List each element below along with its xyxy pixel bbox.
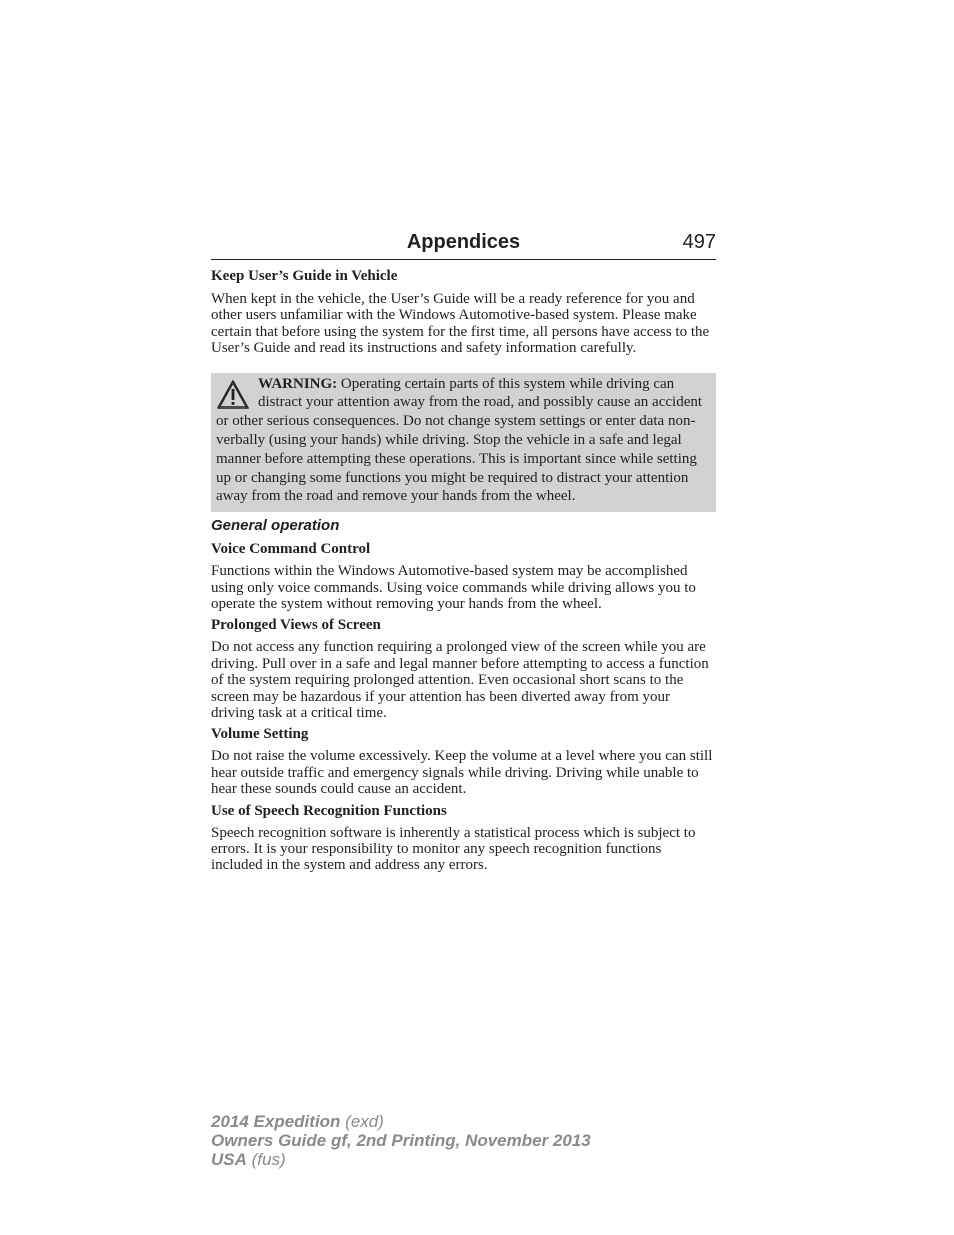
page-footer <box>211 1112 591 1169</box>
volume-setting-body: Do not raise the volume excessively. Keep the volume at a level where you can still hear outside traffic and emergency signals while driving. Driving while unable to hear these sounds could cause an accident. <box>211 748 713 798</box>
footer-market: USA <box>211 1150 247 1169</box>
footer-guide-line <box>211 1131 591 1150</box>
footer-model: 2014 Expedition <box>211 1112 341 1131</box>
warning-triangle-icon <box>216 378 250 412</box>
page-number: 497 <box>682 231 716 253</box>
general-operation-title: General operation <box>211 517 340 535</box>
page-content <box>211 228 716 874</box>
footer-guide: Owners Guide gf, 2nd Printing, November 2013 <box>211 1131 591 1150</box>
warning-text: Operating certain parts of this system while driving can distract your attention away from the road, and possibly cause an accident or other serious consequences. Do not change system settings or enter data non-verbally (using your hands) while driving. Stop the vehicle in a safe and legal manner before attempting these operations. This is important since while setting up or changing some functions you might be required to distract your attention away from the road and remove your hands from the wheel. <box>216 375 703 505</box>
footer-market-line <box>211 1150 591 1169</box>
keep-guide-heading: Keep User’s Guide in Vehicle <box>211 268 398 284</box>
footer-market-code: (fus) <box>251 1150 286 1169</box>
prolonged-views-body: Do not access any function requiring a prolonged view of the screen while you are driving. Pull over in a safe and legal manner before attempting to access a function of the system requiring prolonged attention. Even occasional short scans to the screen may be hazardous if your attention has been diverted away from your driving task at a critical time. <box>211 639 709 722</box>
section-title: Appendices <box>406 231 521 253</box>
voice-command-body: Functions within the Windows Automotive-based system may be accomplished using only voice commands. Using voice commands while driving allows you to operate the system without removing your hands from the wheel. <box>211 563 696 613</box>
keep-guide-body: When kept in the vehicle, the User’s Guide will be a ready reference for you and other users unfamiliar with the Windows Automotive-based system. Please make certain that before using the system for the first time, all persons have access to the User’s Guide and read its instructions and safety information carefully. <box>211 291 710 357</box>
warning-box <box>211 373 716 513</box>
speech-recognition-heading: Use of Speech Recognition Functions <box>211 802 447 819</box>
voice-command-heading: Voice Command Control <box>211 541 371 558</box>
footer-model-line <box>211 1112 591 1131</box>
warning-label: WARNING: <box>258 375 338 392</box>
volume-setting-heading: Volume Setting <box>211 726 309 743</box>
speech-recognition-body: Speech recognition software is inherently a statistical process which is subject to errors. It is your responsibility to monitor any speech recognition functions included in the system and address any errors. <box>211 824 696 874</box>
page-header <box>211 228 716 260</box>
footer-model-code: (exd) <box>345 1112 384 1131</box>
prolonged-views-heading: Prolonged Views of Screen <box>211 617 381 634</box>
